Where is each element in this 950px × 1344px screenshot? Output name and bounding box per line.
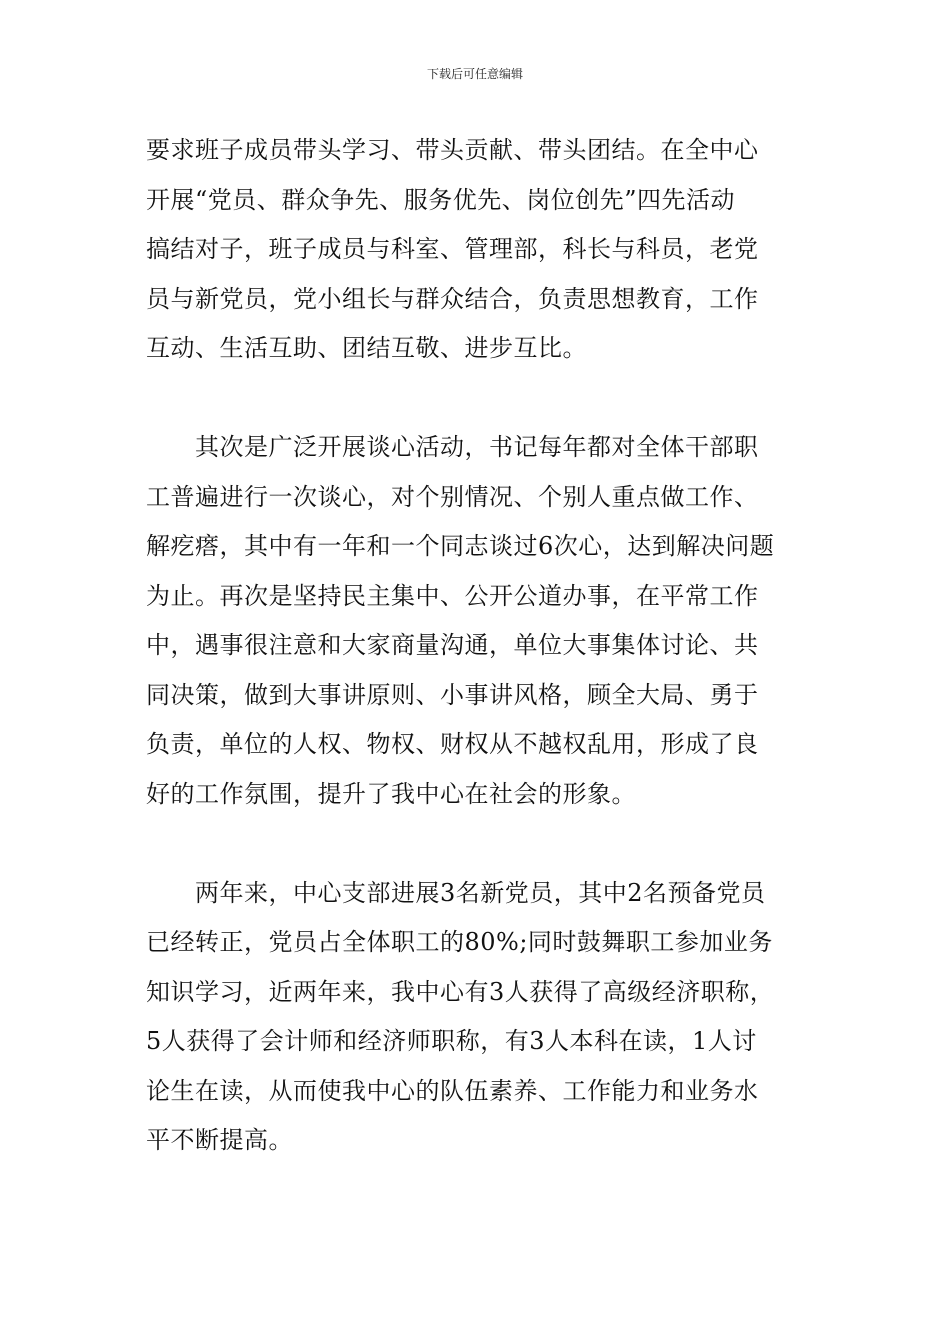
- text-line: 开展“党员、群众争先、服务优先、岗位创先”四先活动: [146, 185, 736, 214]
- text-line: 好的工作氛围，提升了我中心在社会的形象。: [146, 779, 636, 808]
- text-line: 5人获得了会计师和经济师职称，有3人本科在读，1人讨: [146, 1027, 757, 1055]
- text-line: 互动、生活互助、团结互敬、进步互比。: [146, 334, 587, 362]
- text-line: 解疙瘩，其中有一年和一个同志谈过6次心，达到解决问题: [146, 532, 775, 560]
- text-line: 同决策，做到大事讲原则、小事讲风格，顾全大局、勇于: [146, 680, 759, 709]
- page-header: 下载后可任意编辑: [426, 67, 523, 81]
- paragraph-1: [146, 126, 811, 374]
- text-line: 员与新党员，党小组长与群众结合，负责思想教育，工作: [146, 284, 759, 313]
- paragraph-2: [146, 423, 811, 819]
- paragraph-3: [146, 869, 811, 1166]
- text-line: 要求班子成员带头学习、带头贡献、带头团结。在全中心: [146, 136, 759, 164]
- text-line: 平不断提高。: [146, 1126, 293, 1154]
- text-line: 其次是广泛开展谈心活动，书记每年都对全体干部职: [195, 433, 759, 461]
- text-line: 已经转正，党员占全体职工的80%;同时鼓舞职工参加业务: [146, 928, 773, 956]
- text-line: 论生在读，从而使我中心的队伍素养、工作能力和业务水: [146, 1076, 759, 1105]
- text-line: 搞结对子，班子成员与科室、管理部，科长与科员，老党: [146, 235, 759, 263]
- text-line: 负责，单位的人权、物权、财权从不越权乱用，形成了良: [146, 730, 759, 758]
- text-line: 两年来，中心支部进展3名新党员，其中2名预备党员: [195, 878, 766, 907]
- document-body: [146, 126, 811, 1166]
- text-line: 为止。再次是坚持民主集中、公开公道办事，在平常工作: [146, 581, 759, 610]
- text-line: 中，遇事很注意和大家商量沟通，单位大事集体讨论、共: [146, 631, 759, 659]
- text-line: 工普遍进行一次谈心，对个别情况、个别人重点做工作、: [146, 482, 759, 511]
- text-line: 知识学习，近两年来，我中心有3人获得了高级经济职称，: [146, 977, 775, 1006]
